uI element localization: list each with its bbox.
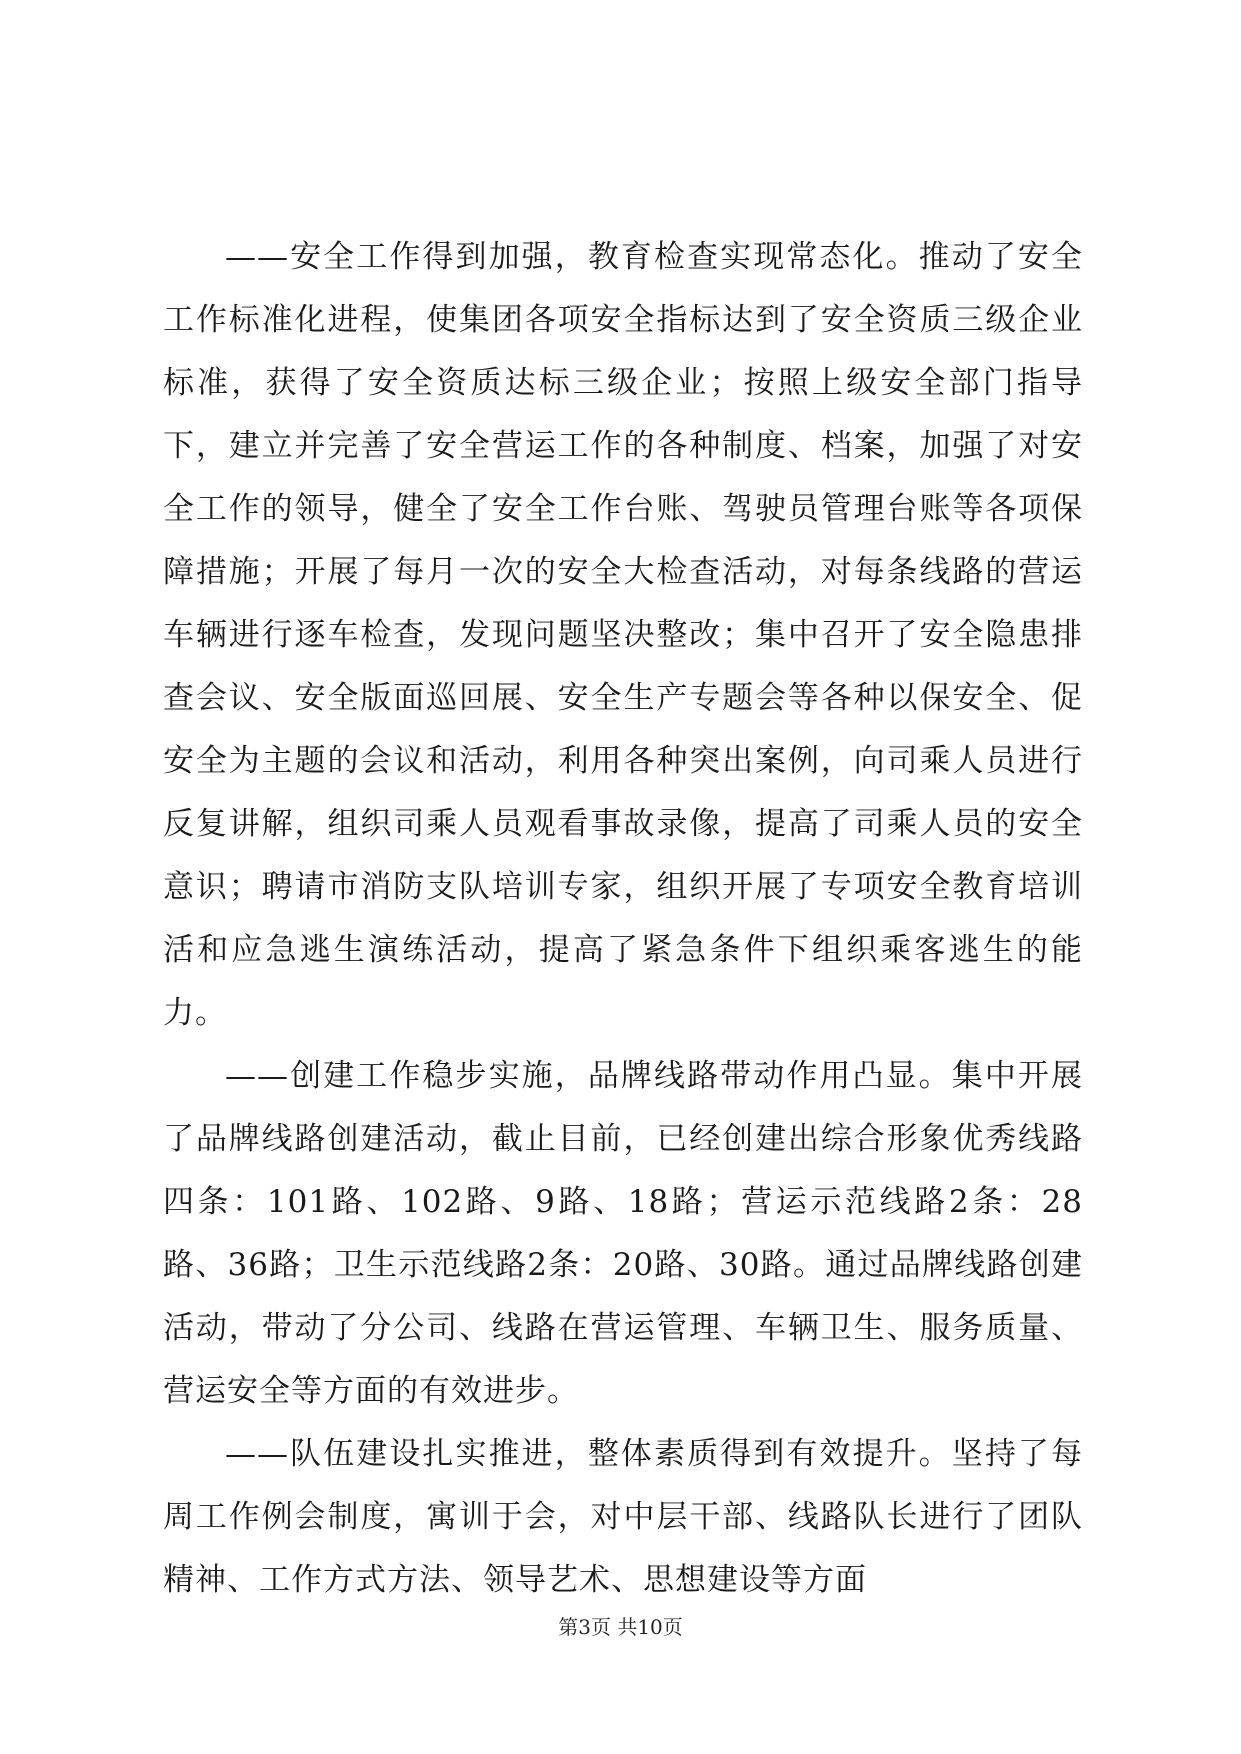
paragraph-brand-routes: ——创建工作稳步实施，品牌线路带动作用凸显。集中开展了品牌线路创建活动，截止目前，已经创建出综合形象优秀线路四条：101路、102路、9路、18路；营运示范线路2条：28路、36路；卫生示范线路2条：20路、30路。通过品牌线路创建活动，带动了分公司、线路在营运管理、车辆卫生、服务质量、营运安全等方面的有效进步。 [163, 1058, 1083, 1409]
page-number-footer: 第3页 共10页 [558, 1615, 683, 1639]
paragraph-safety-work: ——安全工作得到加强，教育检查实现常态化。推动了安全工作标准化进程，使集团各项安全指标达到了安全资质三级企业标准，获得了安全资质达标三级企业；按照上级安全部门指导下，建立并完善了安全营运工作的各种制度、档案，加强了对安全工作的领导，健全了安全工作台账、驾驶员管理台账等各项保障措施；开展了每月一次的安全大检查活动，对每条线路的营运车辆进行逐车检查，发现问题坚决整改；集中召开了安全隐患排查会议、安全版面巡回展、安全生产专题会等各种以保安全、促安全为主题的会议和活动，利用各种突出案例，向司乘人员进行反复讲解，组织司乘人员观看事故录像，提高了司乘人员的安全意识；聘请市消防支队培训专家，组织开展了专项安全教育培训活和应急逃生演练活动，提高了紧急条件下组织乘客逃生的能力。 [163, 239, 1083, 1031]
document-body [163, 226, 1083, 1612]
paragraph-team-building: ——队伍建设扎实推进，整体素质得到有效提升。坚持了每周工作例会制度，寓训于会，对中层干部、线路队长进行了团队精神、工作方式方法、领导艺术、思想建设等方面 [163, 1436, 1083, 1598]
